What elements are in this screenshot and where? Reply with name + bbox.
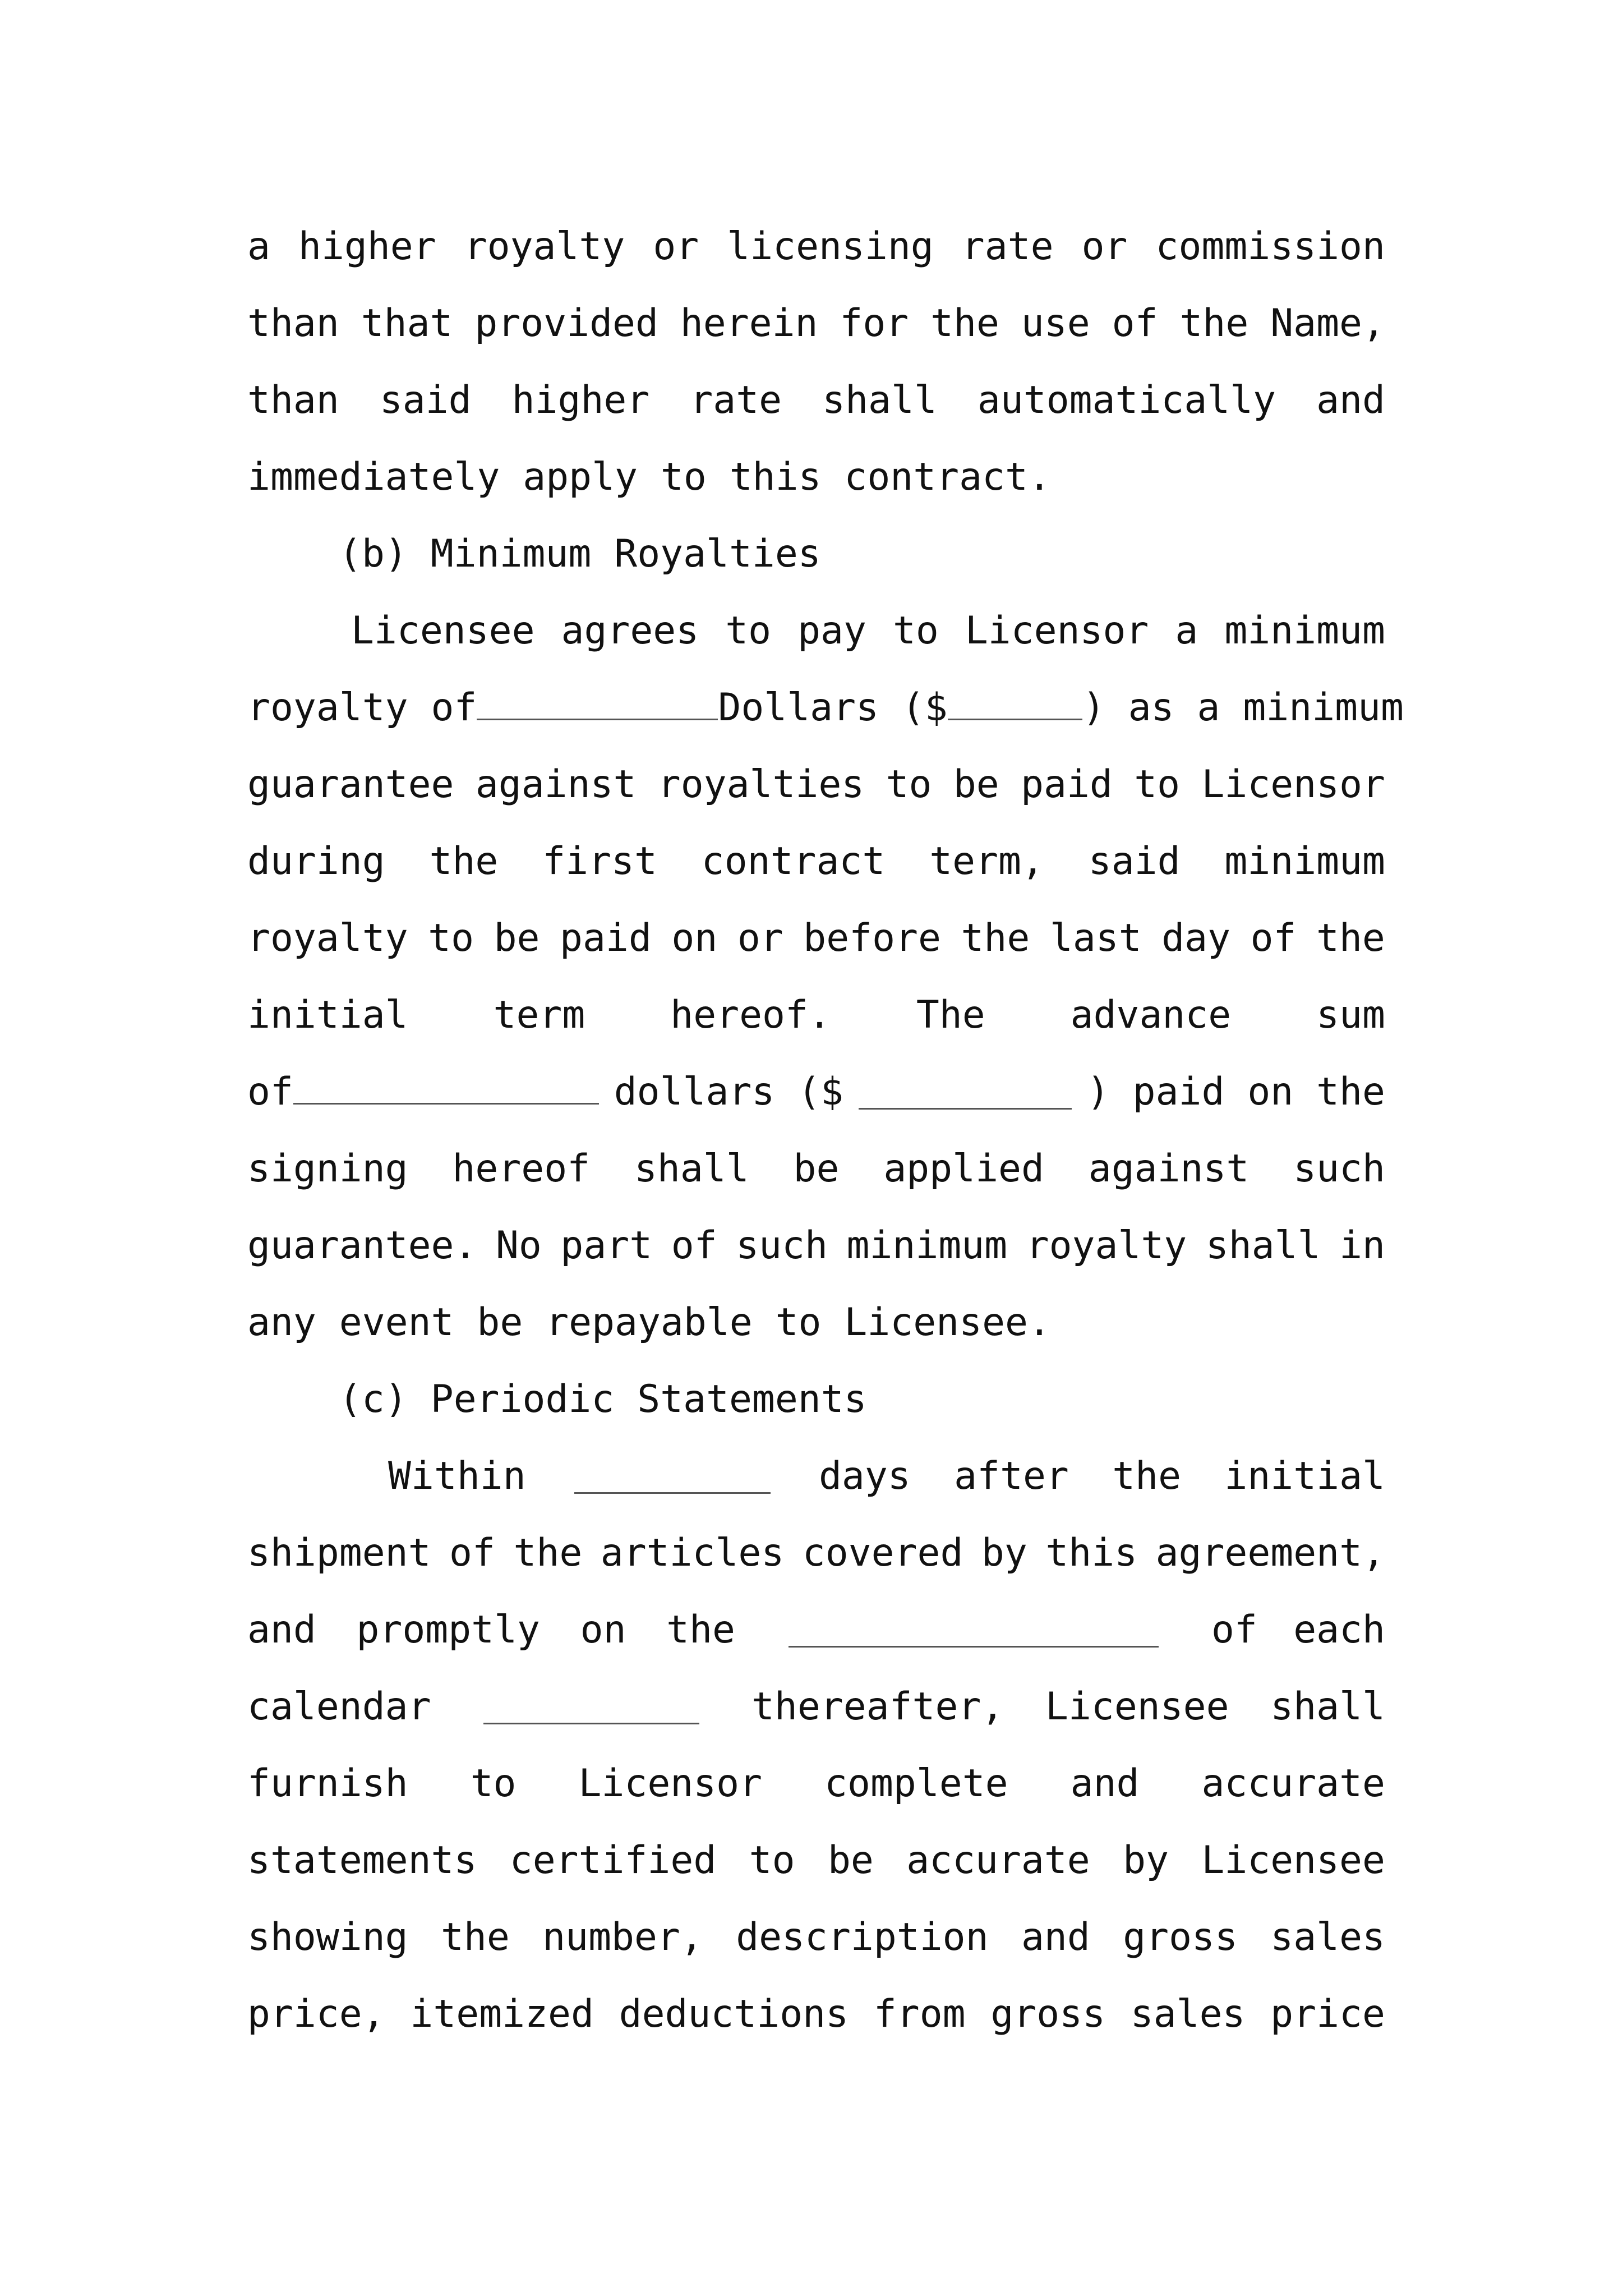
text-segment: ) as a minimum [1082, 685, 1404, 730]
fill-in-blank[interactable] [483, 1690, 699, 1724]
section-heading-c: (c) Periodic Statements [339, 1377, 867, 1421]
paragraph-line: furnish to Licensor complete and accurate [247, 1761, 1385, 1806]
paragraph-line: shipment of the articles covered by this agreement, [247, 1531, 1385, 1575]
paragraph-line: than that provided herein for the use of the Name, [247, 301, 1385, 346]
fill-in-blank[interactable] [477, 686, 718, 720]
paragraph-line: statements certified to be accurate by Licensee [247, 1838, 1385, 1883]
paragraph-line-with-blanks [247, 1602, 1385, 1658]
paragraph-line: Licensee agrees to pay to Licensor a minimum [351, 609, 1385, 653]
text-segment: dollars ($ [614, 1070, 844, 1114]
paragraph-line: price, itemized deductions from gross sales price [247, 1992, 1385, 2036]
paragraph-line: a higher royalty or licensing rate or commission [247, 224, 1385, 269]
paragraph-line: showing the number, description and gross sales [247, 1915, 1385, 1959]
text-segment: calendar [247, 1685, 431, 1729]
text-segment: of each [1211, 1608, 1385, 1652]
paragraph-line: guarantee against royalties to be paid to Licensor [247, 762, 1385, 807]
paragraph-line: royalty to be paid on or before the last day of the [247, 916, 1385, 960]
paragraph-line-with-blanks [388, 1448, 1385, 1504]
fill-in-blank[interactable] [574, 1460, 771, 1494]
text-segment: ) paid on the [1086, 1070, 1385, 1114]
fill-in-blank[interactable] [789, 1613, 1159, 1648]
fill-in-blank[interactable] [859, 1075, 1072, 1110]
paragraph-line: initial term hereof. The advance sum [247, 993, 1385, 1037]
text-segment: days after the initial [818, 1454, 1385, 1498]
paragraph-line: signing hereof shall be applied against such [247, 1147, 1385, 1191]
fill-in-blank[interactable] [948, 686, 1082, 720]
paragraph-line-with-blanks [247, 1679, 1385, 1735]
paragraph-line: immediately apply to this contract. [247, 455, 1051, 499]
text-segment: royalty of [247, 685, 477, 730]
paragraph-line: during the first contract term, said minimum [247, 839, 1385, 884]
paragraph-line: any event be repayable to Licensee. [247, 1300, 1051, 1345]
text-segment: and promptly on the [247, 1608, 735, 1652]
text-segment: of [247, 1070, 293, 1114]
paragraph-line: guarantee. No part of such minimum royalty shall in [247, 1223, 1385, 1268]
paragraph-line-with-blanks [247, 680, 1404, 736]
text-segment: Within [388, 1454, 526, 1498]
text-segment: Dollars ($ [718, 685, 948, 730]
section-heading-b: (b) Minimum Royalties [339, 532, 821, 576]
paragraph-line: than said higher rate shall automatically and [247, 378, 1385, 422]
fill-in-blank[interactable] [293, 1070, 599, 1105]
paragraph-line-with-blanks [247, 1064, 1385, 1120]
text-segment: thereafter, Licensee shall [751, 1685, 1385, 1729]
